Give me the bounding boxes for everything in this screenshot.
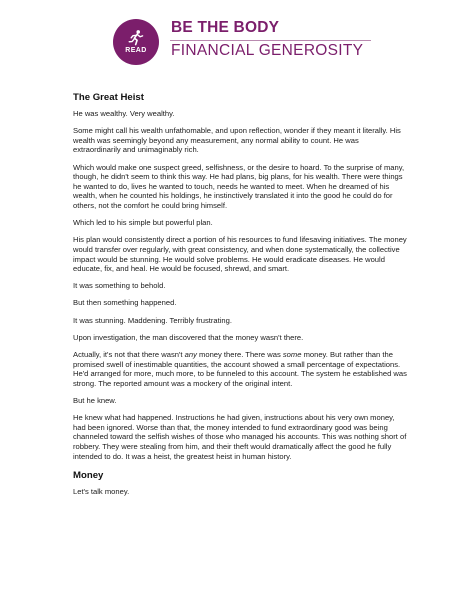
emphasis: any [184, 350, 197, 360]
paragraph: Let's talk money. [73, 487, 130, 497]
paragraph: It was stunning. Maddening. Terribly frustrating. [73, 315, 232, 325]
paragraph: But he knew. [73, 396, 117, 405]
article-body [73, 92, 408, 504]
text-run: money. But rather than the promised swell of inestimable quantities, the account showed a small percentage of expectations. He'd arranged for more, much more, to be funneled to this account. The system he established was strong. The reported amount was a mockery of the original intent. [73, 350, 407, 388]
paragraph: Upon investigation, the man discovered that the money wasn't there. [73, 332, 304, 342]
paragraph: It was something to behold. [73, 281, 166, 291]
header-title: BE THE BODY [171, 19, 280, 36]
text-run: Actually, it's not that there wasn't [73, 350, 185, 360]
header-subtitle: FINANCIAL GENEROSITY [171, 42, 364, 59]
read-badge [113, 19, 159, 65]
paragraph: But then something happened. [73, 298, 177, 308]
badge-label: READ [125, 47, 147, 54]
paragraph [73, 350, 408, 388]
section-heading-money: Money [73, 470, 104, 482]
paragraph: Which led to his simple but powerful plan. [73, 218, 213, 228]
emphasis: some [282, 350, 302, 360]
paragraph: He knew what had happened. Instructions he had given, instructions about his very own money, had been ignored. Worse than that, the money intended to fund extraordinary good was being channeled toward the selfish wishes of those who managed his accounts. This was nothing short of robbery. They were stealing from him, and their theft would dramatically affect the good he fully intended to do. It was a heist, the greatest heist in human history. [73, 413, 407, 461]
page-header [113, 19, 373, 67]
paragraph: He was wealthy. Very wealthy. [73, 109, 175, 118]
section-heading-great-heist: The Great Heist [73, 92, 144, 103]
paragraph: Which would make one suspect greed, selfishness, or the desire to hoard. To the surprise of many, though, he didn't seem to think this way. He had plans, big plans, for his wealth. There were things he wanted to do, lives he wanted to touch, needs he wanted to meet. When he dreamed of his wealth, when he counted his holdings, he instinctively translated it into the good he could do for others, not the comfort he could bring himself. [73, 162, 405, 210]
paragraph: His plan would consistently direct a portion of his resources to fund lifesaving initiatives. The money would transfer over regularly, with great consistency, and when done systematically, the collective impact would be stunning. He would solve problems. He would eradicate diseases. He would educate, fix, and heal. He would be focused, shrewd, and smart. [73, 235, 407, 274]
paragraph: Some might call his wealth unfathomable, and upon reflection, wonder if they meant it literally. His wealth was seemingly beyond any measurement, any normal ability to count. He was extraordinarily and unimaginably rich. [73, 126, 401, 155]
header-divider [170, 40, 371, 41]
running-figure-icon [127, 30, 145, 46]
text-run: money there. There was [196, 350, 283, 360]
